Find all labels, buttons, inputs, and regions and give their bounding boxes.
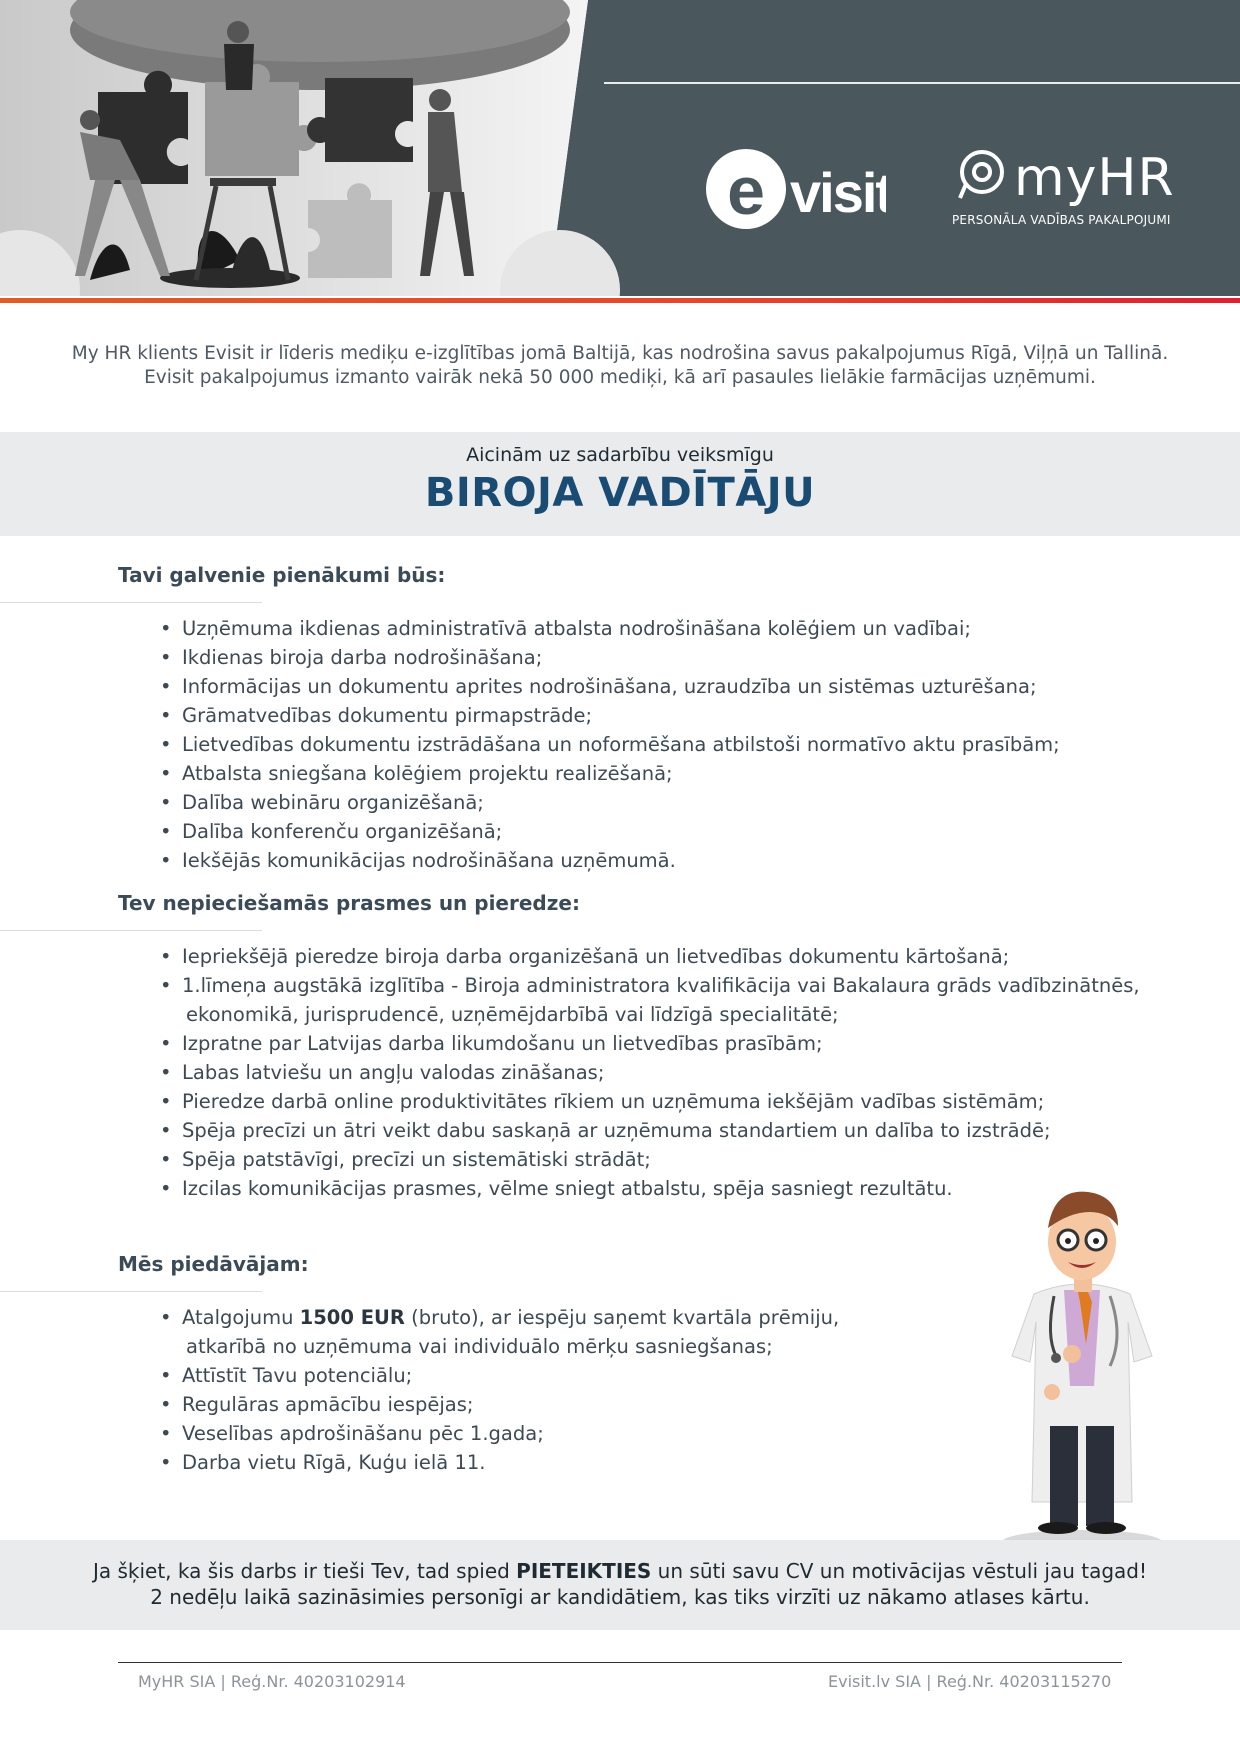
offer-heading: Mēs piedāvājam: [118, 1252, 309, 1276]
list-item: • Attīstīt Tavu potenciālu; [160, 1361, 839, 1390]
intro-line-2: Evisit pakalpojumus izmanto vairāk nekā 50 000 mediķi, kā arī pasaules lielākie farmācijas uzņēmumi. [144, 367, 1096, 388]
offer-heading-rule [0, 1291, 262, 1292]
list-item: • Iepriekšējā pieredze biroja darba organizēšanā un lietvedības dokumentu kārtošanā; [160, 942, 1140, 971]
company-intro [60, 342, 1180, 390]
myhr-tagline: PERSONĀLA VADĪBAS PAKALPOJUMI [952, 213, 1171, 227]
list-item: • Veselības apdrošināšanu pēc 1.gada; [160, 1419, 839, 1448]
list-item-continuation: ekonomikā, jurisprudencē, uzņēmējdarbībā vai līdzīgā specialitātē; [186, 1003, 839, 1026]
footer-myhr-registration: MyHR SIA | Reģ.Nr. 40203102914 [138, 1672, 406, 1691]
header-accent-bar [0, 298, 1240, 303]
list-item: • Izcilas komunikācijas prasmes, vēlme sniegt atbalstu, spēja sasniegt rezultātu. [160, 1174, 1140, 1203]
list-item: • Lietvedības dokumentu izstrādāšana un noformēšana atbilstoši normatīvo aktu prasībām; [160, 730, 1060, 759]
doctor-illustration [994, 1176, 1174, 1556]
call-to-action-text: Ja šķiet, ka šis darbs ir tieši Tev, tad spied PIETEIKTIES un sūti savu CV un motivācijas vēstuli jau tagad! 2 nedēļu laikā sazināsimies personīgi ar kandidātiem, kas tiks virzīti uz nākamo atlases kārtu. [0, 1558, 1240, 1610]
skills-heading-rule [0, 930, 262, 931]
list-item: • Iekšējās komunikācijas nodrošināšana uzņēmumā. [160, 846, 1060, 875]
duties-heading-rule [0, 602, 262, 603]
cta-line-2: 2 nedēļu laikā sazināsimies personīgi ar kandidātiem, kas tiks virzīti uz nākamo atlases kārtu. [150, 1585, 1090, 1609]
list-item: • Izpratne par Latvijas darba likumdošanu un lietvedības prasībām; [160, 1029, 1140, 1058]
list-item: • Dalība webināru organizēšanā; [160, 788, 1060, 817]
list-item: • Uzņēmuma ikdienas administratīvā atbalsta nodrošināšana kolēģiem un vadībai; [160, 614, 1060, 643]
header-divider-line [604, 82, 1240, 84]
list-item: • Informācijas un dokumentu aprites nodrošināšana, uzraudzība un sistēmas uzturēšana; [160, 672, 1060, 701]
evisit-logo [706, 148, 886, 230]
job-subtitle: Aicinām uz sadarbību veiksmīgu [466, 444, 774, 466]
myhr-mark-icon [956, 148, 1012, 204]
offer-list [160, 1303, 839, 1477]
list-item: • Pieredze darbā online produktivitātes rīkiem un uzņēmuma iekšējām vadības sistēmām; [160, 1087, 1140, 1116]
myhr-logo [952, 148, 1175, 238]
list-item-continuation: atkarībā no uzņēmuma vai individuālo mērķu sasniegšanas; [186, 1335, 773, 1358]
list-item: • Grāmatvedības dokumentu pirmapstrāde; [160, 701, 1060, 730]
list-item: • Labas latviešu un angļu valodas zināšanas; [160, 1058, 1140, 1087]
footer-rule [118, 1662, 1122, 1663]
list-item: • Ikdienas biroja darba nodrošināšana; [160, 643, 1060, 672]
list-item: • Spēja precīzi un ātri veikt dabu saskaņā ar uzņēmuma standartiem un dalība to izstrādē; [160, 1116, 1140, 1145]
job-title: BIROJA VADĪTĀJU [424, 470, 816, 516]
footer-evisit-registration: Evisit.lv SIA | Reģ.Nr. 40203115270 [828, 1672, 1112, 1691]
header-banner [0, 0, 1240, 300]
intro-line-1: My HR klients Evisit ir līderis mediķu e-izglītības jomā Baltijā, kas nodrošina savus pakalpojumus Rīgā, Viļņā un Tallinā. [71, 343, 1169, 364]
list-item-salary: • Atalgojumu 1500 EUR (bruto), ar iespēju saņemt kvartāla prēmiju, [160, 1303, 839, 1332]
list-item: • Atbalsta sniegšana kolēģiem projektu realizēšanā; [160, 759, 1060, 788]
myhr-wordmark: myHR [1014, 148, 1175, 208]
list-item: • Regulāras apmācību iespējas; [160, 1390, 839, 1419]
list-item: • Spēja patstāvīgi, precīzi un sistemātiski strādāt; [160, 1145, 1140, 1174]
apply-keyword: PIETEIKTIES [516, 1559, 652, 1583]
salary-amount: 1500 EUR [299, 1306, 405, 1329]
list-item: • 1.līmeņa augstākā izglītība - Biroja administratora kvalifikācija vai Bakalaura grāds vadībzinātnēs, [160, 971, 1140, 1000]
svg-text:e: e [727, 153, 765, 229]
skills-heading: Tev nepieciešamās prasmes un pieredze: [118, 891, 580, 915]
svg-text:visit: visit [790, 161, 886, 224]
puzzle-team-illustration [0, 0, 640, 296]
skills-list [160, 942, 1140, 1203]
list-item: • Darba vietu Rīgā, Kuģu ielā 11. [160, 1448, 839, 1477]
duties-heading: Tavi galvenie pienākumi būs: [118, 563, 446, 587]
list-item: • Dalība konferenču organizēšanā; [160, 817, 1060, 846]
duties-list [160, 614, 1060, 875]
